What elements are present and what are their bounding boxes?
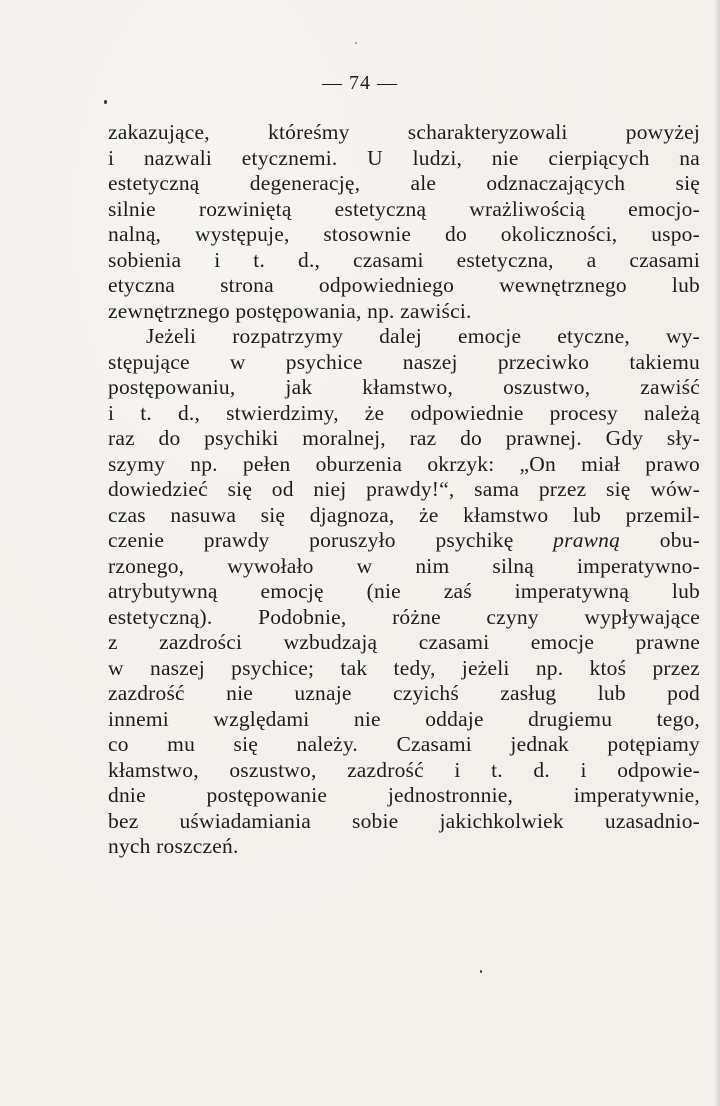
text-line: dnie postępowanie jednostronnie, imperatywnie, [108, 783, 700, 807]
text-line: rzonego, wywołało w nim silną imperatywno- [108, 553, 700, 578]
text-line: zakazujące, któreśmy scharakteryzowali powyżej [108, 120, 700, 144]
text-line: i t. d., stwierdzimy, że odpowiednie procesy należą [108, 400, 700, 425]
text-line: raz do psychiki moralnej, raz do prawnej. Gdy sły- [108, 426, 700, 450]
text-line: stępujące w psychice naszej przeciwko takiemu [108, 349, 700, 374]
text-line: estetyczną degenerację, ale odznaczających się [108, 171, 700, 195]
text-line: z zazdrości wzbudzają czasami emocje prawne [108, 630, 700, 654]
text-line: i nazwali etycznemi. U ludzi, nie cierpiących na [108, 145, 700, 170]
text-line: innemi względami nie oddaje drugiemu tego, [108, 706, 700, 731]
text-line: silnie rozwiniętą estetyczną wrażliwością emocjo- [108, 196, 700, 221]
text-line: w naszej psychice; tak tedy, jeżeli np. ktoś przez [108, 655, 700, 680]
text-line: zewnętrznego postępowania, np. zawiści. [108, 298, 472, 323]
text-line: estetyczną). Podobnie, różne czyny wypływające [108, 604, 700, 629]
italic-word: prawną [553, 528, 621, 552]
text-line: kłamstwo, oszustwo, zazdrość i t. d. i odpowie- [108, 757, 700, 782]
scan-speck [104, 100, 107, 104]
text-line: dowiedzieć się od niej prawdy!“, sama przez się wów- [108, 477, 700, 501]
text-line: etyczna strona odpowiedniego wewnętrznego lub [108, 273, 700, 297]
scan-speck [355, 42, 357, 44]
text-line: postępowaniu, jak kłamstwo, oszustwo, zawiść [108, 375, 700, 399]
text-line: Jeżeli rozpatrzymy dalej emocje etyczne, wy- [146, 324, 700, 348]
text-line: zazdrość nie uznaje czyichś zasług lub pod [108, 681, 700, 705]
body-text [108, 120, 700, 860]
page-edge-shadow [714, 0, 720, 1106]
text-line: nalną, występuje, stosownie do okoliczności, uspo- [108, 222, 700, 246]
text-line: szymy np. pełen oburzenia okrzyk: „On miał prawo [108, 451, 700, 476]
text-fragment: czenie prawdy poruszyło psychikę [108, 528, 514, 552]
text-line: nych roszczeń. [108, 834, 239, 858]
text-line-with-italic [108, 528, 700, 554]
text-fragment: obu- [659, 528, 701, 552]
text-line: atrybutywną emocję (nie zaś imperatywną lub [108, 579, 700, 603]
scan-speck [480, 970, 482, 973]
page-number: — 74 — [322, 72, 398, 94]
text-line: czas nasuwa się djagnoza, że kłamstwo lub przemil- [108, 502, 700, 527]
text-line: bez uświadamiania sobie jakichkolwiek uzasadnio- [108, 808, 700, 833]
text-line: sobienia i t. d., czasami estetyczna, a czasami [108, 247, 700, 272]
text-line: co mu się należy. Czasami jednak potępiamy [108, 732, 700, 756]
